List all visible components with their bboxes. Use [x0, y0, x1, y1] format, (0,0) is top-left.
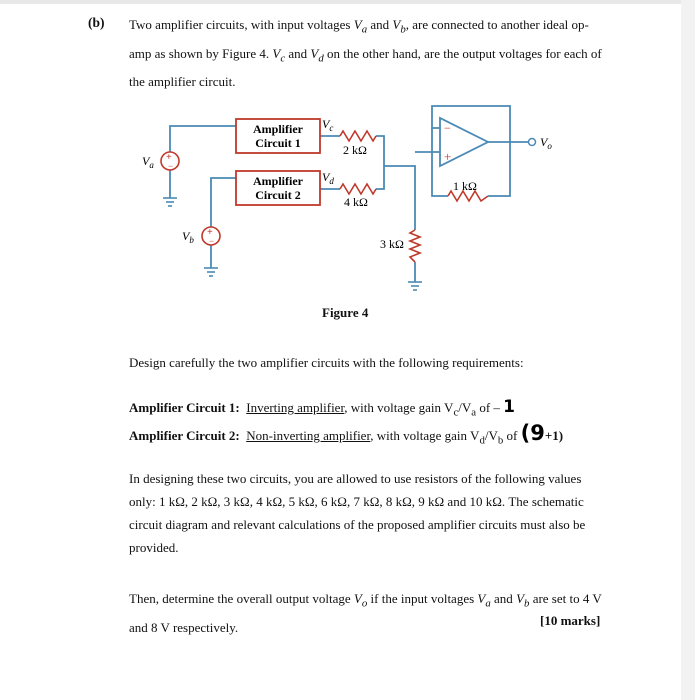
- amp2-line1: Amplifier: [253, 174, 303, 188]
- vo-label: $V_o$: [540, 135, 552, 151]
- amp2-line2: Circuit 2: [255, 188, 301, 202]
- design-intro: Design carefully the two amplifier circuits with the following requirements:: [129, 355, 524, 370]
- va-source-plus: +: [166, 152, 172, 163]
- resistor-4k: [340, 184, 376, 194]
- circuit-figure: [0, 0, 695, 300]
- r3-label: 1 kΩ: [453, 179, 477, 193]
- marks: [10 marks]: [540, 613, 601, 628]
- ground-va: [163, 198, 177, 206]
- wire-vb-top: [211, 178, 236, 228]
- wire-r1-node: [376, 136, 384, 166]
- op-amp-minus: −: [444, 121, 451, 135]
- resistor-2k: [340, 131, 376, 141]
- handwritten-9: (9: [520, 421, 545, 445]
- r4-label: 3 kΩ: [380, 237, 404, 251]
- vb-source-minus: −: [209, 236, 215, 246]
- vd-label: $V_d$: [322, 170, 334, 186]
- output-terminal: [529, 139, 536, 146]
- handwritten-1: 1: [503, 397, 515, 417]
- question-label: (b): [88, 15, 105, 30]
- ground-3k: [408, 282, 422, 290]
- wire-va-top: [170, 126, 236, 152]
- wire-fb-res2: [488, 142, 510, 196]
- design-note: In designing these two circuits, you are allowed to use resistors of the following values only: 1 kΩ, 2 kΩ, 3 kΩ, 4 kΩ, 5 kΩ, 6 kΩ, 7 kΩ, 8 kΩ, 9 kΩ and 10 kΩ. The schematic circuit diagram and relevant calculations of the proposed amplifier circuits must also be provided.: [129, 471, 586, 555]
- figure-caption: Figure 4: [322, 305, 369, 320]
- ground-vb: [204, 268, 218, 276]
- resistor-3k: [410, 230, 420, 262]
- requirement-2: Amplifier Circuit 2: Non-inverting amplifier, with voltage gain $V_d/V_b$ of (9+1): [129, 421, 564, 447]
- amp1-line2: Circuit 1: [255, 136, 301, 150]
- va-label: $V_a$: [142, 154, 154, 170]
- r2-label: 4 kΩ: [344, 195, 368, 209]
- question-intro: Two amplifier circuits, with input voltages $V_a$ and $V_b$, are connected to another ideal op-amp as shown by Figure 4. $V_c$ and $V_d$ on the other hand, are the output voltages for each of the amplifier circuit.: [129, 17, 602, 90]
- r1-label: 2 kΩ: [343, 143, 367, 157]
- va-source-minus: −: [168, 161, 174, 171]
- amp1-line1: Amplifier: [253, 122, 303, 136]
- op-amp-plus: +: [444, 149, 452, 164]
- vc-label: $V_c$: [322, 117, 334, 133]
- wire-node-3k: [384, 166, 415, 230]
- vb-source-plus: +: [207, 227, 213, 238]
- wire-r2-node: [376, 166, 384, 189]
- final-question: Then, determine the overall output voltage $V_o$ if the input voltages $V_a$ and $V_b$ are set to 4 V and 8 V respectively.: [129, 591, 602, 635]
- vb-label: $V_b$: [182, 229, 194, 245]
- requirement-1: Amplifier Circuit 1: Inverting amplifier, with voltage gain $V_c/V_a$ of – 1: [129, 397, 515, 419]
